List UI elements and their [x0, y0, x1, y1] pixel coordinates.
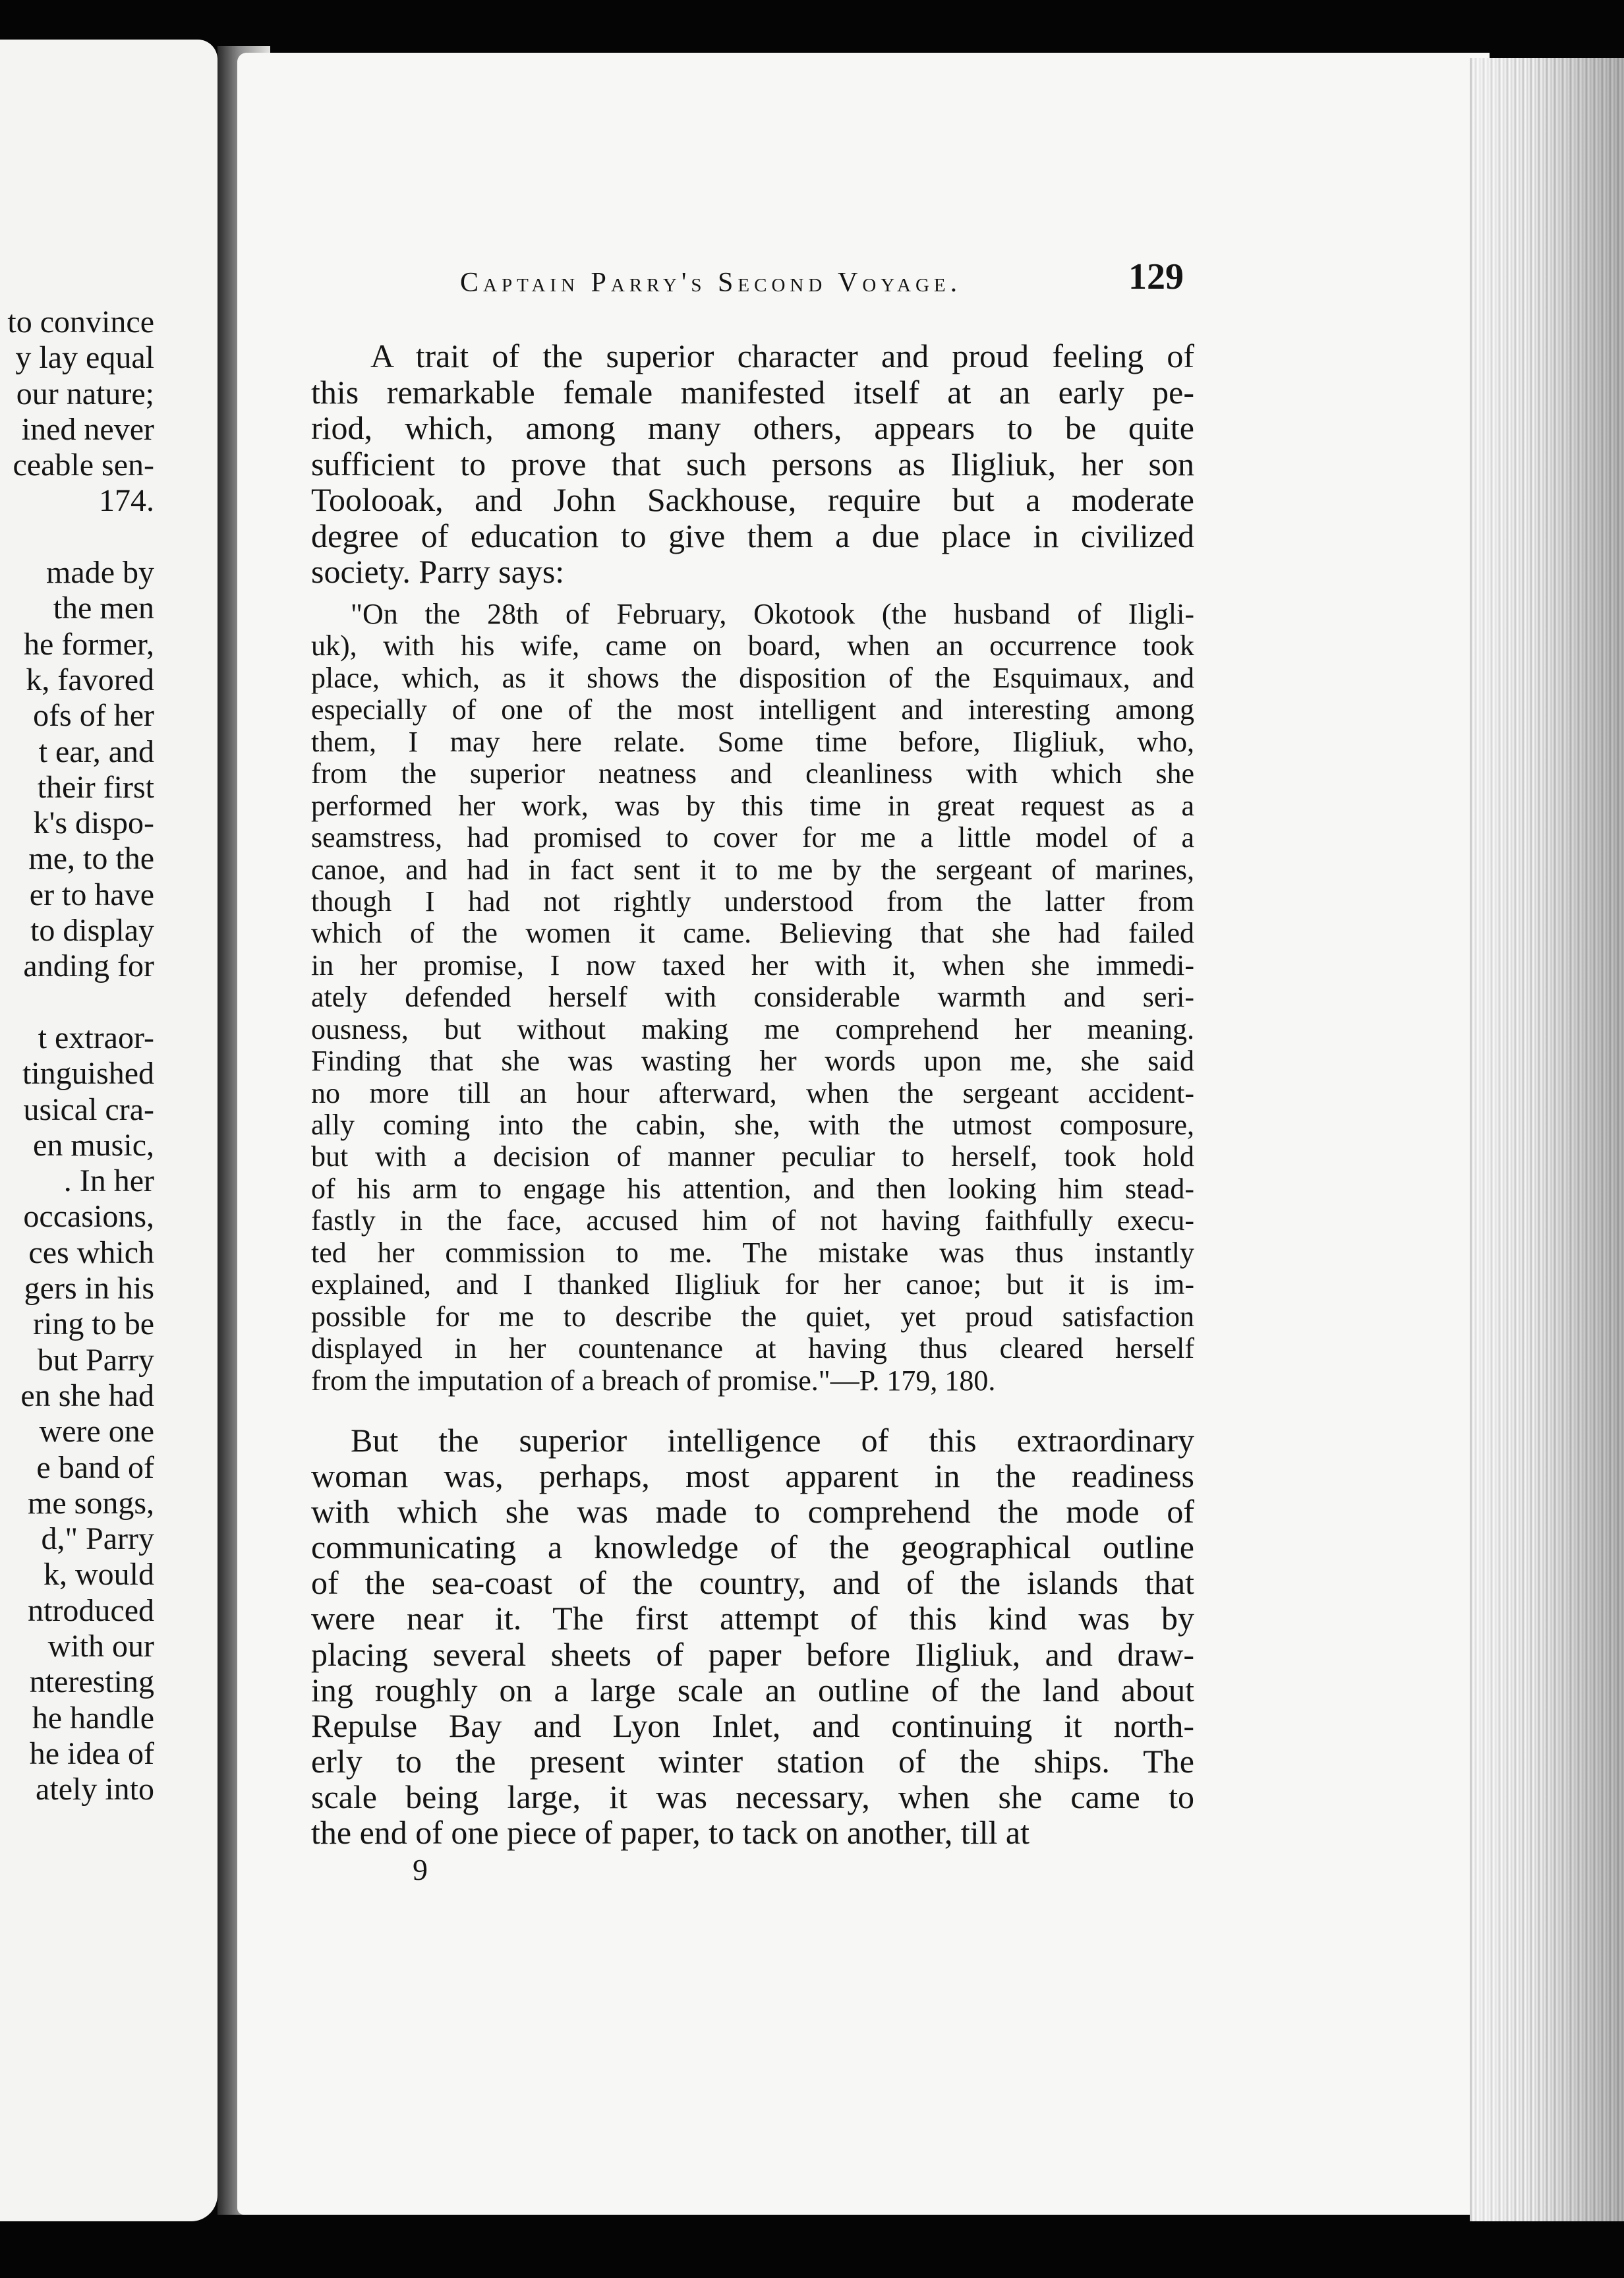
quote-line: no more till an hour afterward, when the sergeant accident-	[311, 1076, 1194, 1109]
left-page-line: ceable sen-	[13, 448, 154, 483]
quote-line: Finding that she was wasting her words upon me, she said	[311, 1045, 1194, 1078]
left-page-text	[0, 305, 154, 1807]
text-line: Repulse Bay and Lyon Inlet, and continuing it north-	[311, 1707, 1194, 1744]
quote-line: uk), with his wife, came on board, when an occurrence took	[311, 629, 1194, 662]
left-page-line: e band of	[36, 1449, 154, 1485]
running-head: Captain Parry's Second Voyage.	[460, 268, 962, 298]
text-line: were near it. The first attempt of this kind was by	[311, 1600, 1194, 1637]
left-page-line: he former,	[24, 626, 154, 662]
left-page-line: the men	[53, 591, 154, 626]
text-line: Toolooak, and John Sackhouse, require but a moderate	[311, 481, 1194, 518]
page-number: 129	[1128, 256, 1184, 297]
left-page-line: t extraor-	[38, 1020, 154, 1055]
quote-line: though I had not rightly understood from the latter from	[311, 885, 1194, 918]
text-line: with which she was made to comprehend the mode of	[311, 1493, 1194, 1531]
text-line: this remarkable female manifested itself at an early pe-	[311, 373, 1194, 411]
left-page-line: made by	[46, 555, 154, 591]
quote-line: especially of one of the most intelligent and interesting among	[311, 693, 1194, 726]
quote-line: possible for me to describe the quiet, yet proud satisfaction	[311, 1300, 1194, 1333]
left-page-line: ces which	[28, 1235, 154, 1270]
left-page-line: ofs of her	[33, 698, 154, 734]
quote-line: of his arm to engage his attention, and then looking him stead-	[311, 1172, 1194, 1205]
block-quote	[311, 599, 1194, 1397]
quote-line: from the superior neatness and cleanliness with which she	[311, 757, 1194, 790]
quote-line: ted her commission to me. The mistake was thus instantly	[311, 1236, 1194, 1269]
text-line: woman was, perhaps, most apparent in the readiness	[311, 1457, 1194, 1495]
left-facing-page	[0, 40, 218, 2221]
paragraph-intelligence	[311, 1422, 1194, 1850]
left-page-line: me, to the	[28, 841, 154, 877]
left-page-line: tinguished	[22, 1056, 154, 1092]
quote-line: displayed in her countenance at having thus cleared herself	[311, 1332, 1194, 1365]
quote-line: but with a decision of manner peculiar to herself, took hold	[311, 1140, 1194, 1173]
quote-line: ally coming into the cabin, she, with the utmost composure,	[311, 1109, 1194, 1141]
text-line: ing roughly on a large scale an outline of the land about	[311, 1671, 1194, 1708]
quote-line: canoe, and had in fact sent it to me by the sergeant of marines,	[311, 853, 1194, 886]
paragraph-intro	[311, 338, 1194, 590]
page-edges-shade	[1470, 58, 1624, 2221]
quote-line: ousness, but without making me comprehend her meaning.	[311, 1012, 1194, 1045]
quote-line: place, which, as it shows the disposition of the Esquimaux, and	[311, 661, 1194, 694]
left-page-line	[0, 519, 154, 555]
quote-line: ately defended herself with considerable warmth and seri-	[311, 981, 1194, 1014]
left-page-line: er to have	[29, 877, 154, 912]
text-line: But the superior intelligence of this extraordinary	[351, 1422, 1194, 1459]
left-page-line: me songs,	[28, 1485, 154, 1521]
text-line: scale being large, it was necessary, when she came to	[311, 1778, 1194, 1815]
text-line: placing several sheets of paper before Iligliuk, and draw-	[311, 1635, 1194, 1673]
text-line: society. Parry says:	[311, 553, 565, 590]
left-page-line: their first	[37, 769, 154, 805]
text-line: riod, which, among many others, appears to be quite	[311, 409, 1194, 446]
left-page-line: but Parry	[37, 1342, 154, 1378]
quote-line: from the imputation of a breach of promise."—P. 179, 180.	[311, 1364, 996, 1397]
left-page-line: to convince	[7, 305, 154, 339]
quote-line: seamstress, had promised to cover for me a little model of a	[311, 821, 1194, 854]
left-page-line: 174.	[99, 483, 154, 519]
left-page-line: gers in his	[24, 1271, 154, 1306]
signature-mark: 9	[413, 1853, 428, 1886]
left-page-line: our nature;	[16, 376, 154, 411]
left-page-line: y lay equal	[15, 340, 154, 376]
quote-line: in her promise, I now taxed her with it, when she immedi-	[311, 949, 1194, 981]
left-page-line: occasions,	[23, 1199, 154, 1235]
left-page-line: en music,	[33, 1127, 154, 1163]
text-line: degree of education to give them a due place in civilized	[311, 517, 1194, 554]
left-page-line: d," Parry	[41, 1521, 154, 1557]
left-page-line: . In her	[63, 1163, 154, 1199]
text-line: erly to the present winter station of the ships. The	[311, 1742, 1194, 1780]
left-page-line: ately into	[36, 1772, 154, 1807]
quote-line: "On the 28th of February, Okotook (the husband of Iligli-	[351, 598, 1194, 630]
text-line: the end of one piece of paper, to tack on another, till at	[311, 1814, 1030, 1852]
left-page-line: k, favored	[26, 662, 154, 697]
text-line: sufficient to prove that such persons as Iligliuk, her son	[311, 445, 1194, 482]
left-page-line: en she had	[20, 1378, 154, 1413]
left-page-line: with our	[47, 1628, 154, 1664]
left-page-line: he handle	[32, 1700, 154, 1736]
quote-line: them, I may here relate. Some time before, Iligliuk, who,	[311, 725, 1194, 758]
quote-line: fastly in the face, accused him of not having faithfully execu-	[311, 1204, 1194, 1237]
left-page-line: usical cra-	[23, 1092, 154, 1127]
left-page-line: were one	[39, 1414, 154, 1449]
left-page-line: ring to be	[33, 1306, 154, 1342]
quote-line: explained, and I thanked Iligliuk for her canoe; but it is im-	[311, 1268, 1194, 1301]
quote-line: which of the women it came. Believing that she had failed	[311, 917, 1194, 950]
left-page-line: t ear, and	[38, 734, 154, 769]
left-page-line: ined never	[21, 411, 154, 447]
left-page-line: ntroduced	[28, 1592, 154, 1628]
left-page-line: he idea of	[29, 1736, 154, 1771]
quote-line: performed her work, was by this time in great request as a	[311, 789, 1194, 822]
left-page-line: to display	[30, 913, 154, 949]
left-page-line: k, would	[44, 1557, 154, 1592]
left-page-line	[0, 985, 154, 1020]
left-page-line: nteresting	[29, 1664, 154, 1700]
left-page-line: k's dispo-	[33, 805, 154, 841]
left-page-line: anding for	[23, 949, 154, 984]
text-line: communicating a knowledge of the geographical outline	[311, 1529, 1194, 1566]
text-line: A trait of the superior character and proud feeling of	[370, 337, 1194, 374]
text-line: of the sea-coast of the country, and of the islands that	[311, 1564, 1194, 1602]
